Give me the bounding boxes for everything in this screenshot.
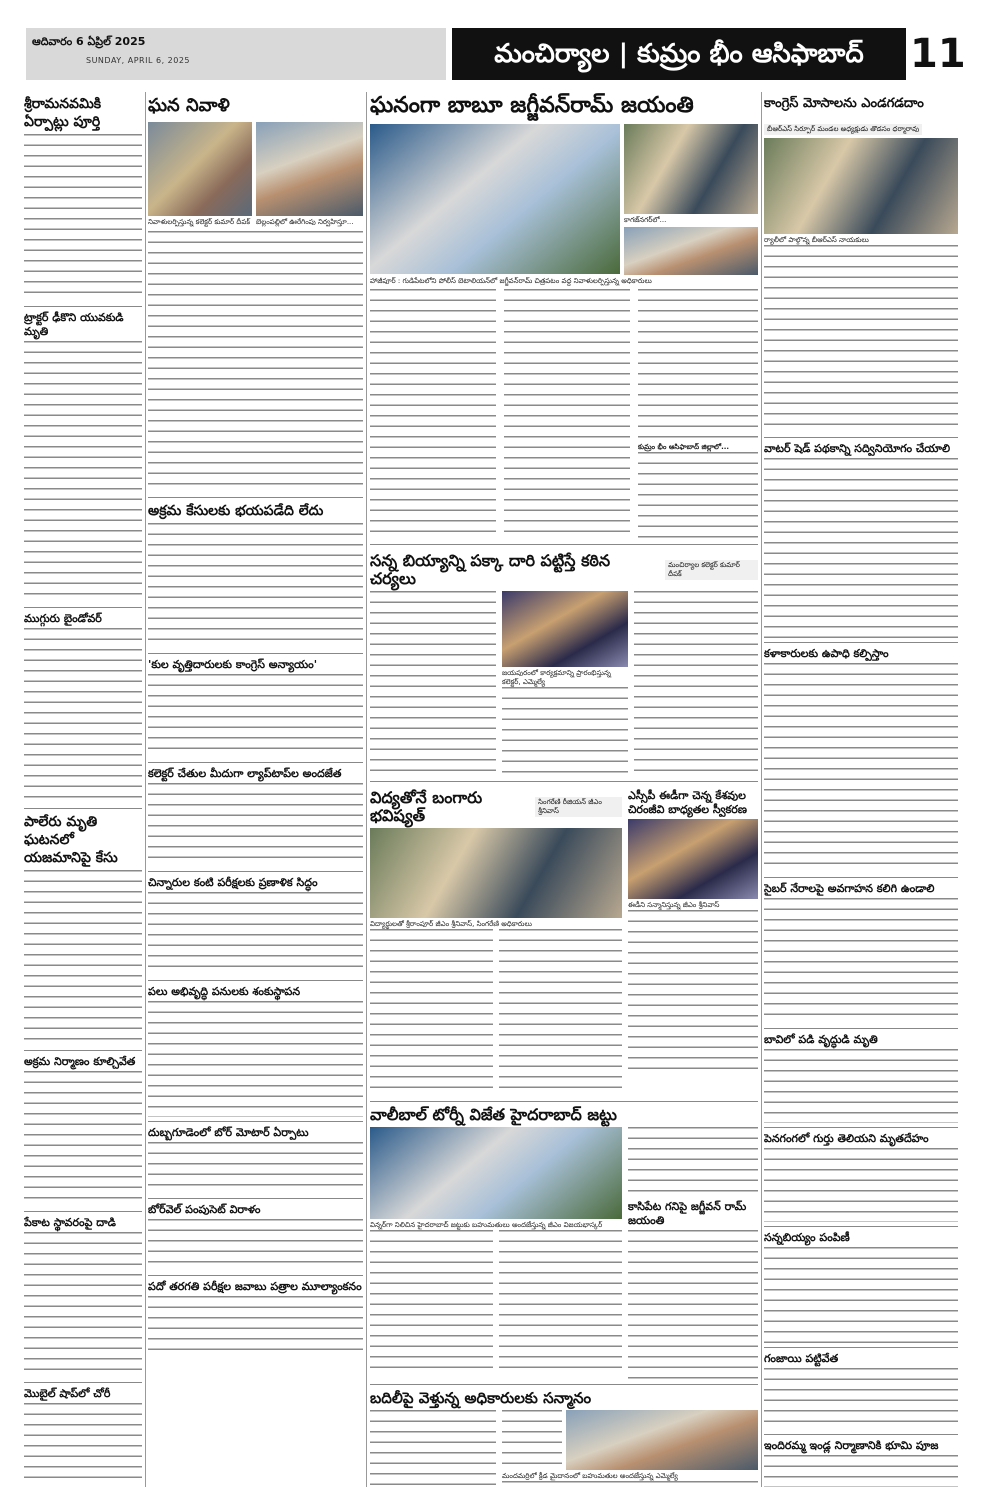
photo-caption: హాజీపూర్ : గుడిపేటలోని పోలీస్ బెటాలియన్‌లో జగ్జీవన్‌రామ్ చిత్రపటం వద్ద నివాళులర్పిస్తున్న అధికారులు (370, 277, 652, 285)
photo-caption: విద్యార్థులతో శ్రీరాంపూర్ జీఎం శ్రీనివాస్, సింగరేణి అధికారులు (370, 920, 532, 928)
byline-tag: మంచిర్యాల కలెక్టర్ కుమార్ దీపక్ (665, 560, 758, 580)
column-divider (761, 92, 762, 1487)
article-text (638, 289, 758, 441)
article-text (638, 452, 758, 540)
article-text (370, 929, 493, 1097)
article-text (24, 341, 142, 603)
news-photo (370, 828, 622, 918)
headline: ఎస్సీపీ ఈడీగా చెన్న కేశవుల చిరంజీవి బాధ్యతల స్వీకరణ (628, 789, 747, 816)
news-photo (148, 122, 252, 216)
article-text (24, 1403, 142, 1487)
news-photo (370, 124, 620, 274)
article-text (370, 1230, 493, 1370)
headline: ఇందిరమ్మ ఇండ్ల నిర్మాణానికి భూమి పూజ (764, 1439, 939, 1452)
headline: మొబైల్ షాప్‌లో చోరీ (24, 1387, 111, 1400)
headline: కాంగ్రెస్ మోసాలను ఎండగడదాం (764, 96, 924, 111)
headline: ట్రాక్టర్ ఢీకొని యువకుడి మృతి (24, 311, 124, 338)
article-text (764, 1148, 958, 1222)
article-text (764, 458, 958, 638)
article-text (148, 523, 363, 649)
date-band (26, 28, 446, 80)
article-text (370, 591, 496, 777)
subhead: కుమ్రం భీం ఆసిఫాబాద్ జిల్లాలో... (638, 443, 730, 451)
photo-caption: మందమర్రిలో క్రీడ మైదానంలో బహుమతుల అందజేస్తున్న ఎమ్మెల్యే (502, 1472, 678, 1480)
article-text (148, 231, 363, 493)
headline: పేకాట స్థావరంపై దాడి (24, 1216, 116, 1229)
article-text (24, 1232, 142, 1378)
article-text (370, 1410, 496, 1487)
article-text (764, 1368, 958, 1430)
article-text (148, 1001, 363, 1117)
article-text (764, 1049, 958, 1123)
article-text (764, 663, 958, 873)
headline: అక్రమ నిర్మాణం కూల్చివేత (24, 1055, 136, 1068)
article-text (24, 870, 142, 1046)
section-title: మంచిర్యాల | కుమ్రం భీం ఆసిఫాబాద్ (452, 28, 906, 80)
article-text (148, 1219, 363, 1271)
headline: పెనగంగలో గుర్తు తెలియని మృతదేహం (764, 1132, 929, 1145)
photo-caption: నివాళులర్పిస్తున్న కలెక్టర్ కుమార్ దీపక్ (148, 218, 250, 226)
byline-tag: బీఆర్ఎస్ సిర్పూర్ మండల అధ్యక్షుడు తొడసం ధర్మారావు (764, 124, 922, 135)
headline: పాలేరు మృతి ఘటనలో యజమానిపై కేసు (24, 814, 118, 866)
headline: పదో తరగతి పరీక్షల జవాబు పత్రాల మూల్యాంకనం (148, 1280, 362, 1293)
article-text (764, 245, 958, 433)
article-text (148, 783, 363, 867)
headline: సైబర్ నేరాలపై అవగాహన కలిగి ఉండాలి (764, 882, 935, 895)
article-text (148, 674, 363, 758)
column-1 (24, 92, 142, 1487)
article-text (148, 1296, 363, 1356)
article-text (634, 591, 758, 777)
headline: పలు అభివృద్ధి పనులకు శంకుస్థాపన (148, 985, 301, 998)
article-text (148, 1142, 363, 1194)
masthead (26, 28, 966, 80)
article-text (628, 1230, 758, 1380)
headline: బావిలో పడి వృద్ధుడి మృతి (764, 1033, 878, 1046)
article-text (24, 628, 142, 804)
article-text (499, 1230, 622, 1370)
headline: బోర్‌వెల్ పంపుసెట్ విరాళం (148, 1203, 261, 1216)
news-photo (628, 819, 758, 899)
headline: చిన్నారుల కంటి పరీక్షలకు ప్రణాళిక సిద్ధం (148, 876, 318, 889)
headline: బదిలీపై వెళ్తున్న అధికారులకు సన్మానం (370, 1389, 592, 1407)
article-text (502, 1410, 562, 1470)
article-text (504, 289, 630, 539)
headline: ఘన నివాళి (148, 95, 230, 116)
headline: కలెక్టర్ చేతుల మీదుగా ల్యాప్‌టాప్‌ల అందజేత (148, 767, 342, 780)
headline: కళాకారులకు ఉపాధి కల్పిస్తాం (764, 647, 889, 660)
photo-caption: బెల్లంపల్లిలో ఊరేగింపు నిర్వహిస్తూ... (256, 218, 354, 226)
news-photo (624, 124, 758, 214)
date-english: SUNDAY, APRIL 6, 2025 (86, 56, 191, 65)
date-telugu: ఆదివారం 6 ఏప్రిల్ 2025 (32, 35, 146, 48)
headline: సన్న బియ్యాన్ని పక్కా దారి పట్టిస్తే కఠిన చర్యలు (370, 551, 611, 588)
column-divider (145, 92, 146, 1487)
photo-caption: జయపురంలో కార్యక్రమాన్ని ప్రారంభిస్తున్న కలెక్టర్, ఎమ్మెల్యే (501, 669, 611, 686)
page-number: 11 (910, 31, 966, 77)
article-text (148, 892, 363, 976)
column-2 (148, 92, 363, 1487)
headline: వాలీబాల్ టోర్నీ విజేత హైదరాబాద్ జట్టు (370, 1105, 617, 1124)
column-3 (370, 92, 758, 1487)
photo-caption: కాగజ్‌నగర్‌లో... (624, 216, 667, 224)
news-photo (256, 122, 363, 216)
byline-tag: సింగరేణి రీజియన్ జీఎం శ్రీనివాస్ (535, 797, 622, 817)
column-4 (764, 92, 958, 1487)
article-text (628, 910, 758, 1078)
headline: గంజాయి పట్టివేత (764, 1352, 839, 1365)
headline: అక్రమ కేసులకు భయపడేది లేదు (148, 503, 324, 519)
headline: సన్నబియ్యం పంపిణీ (764, 1231, 850, 1244)
photo-caption: విన్నర్‌గా నిలిచిన హైదరాబాద్ జట్టుకు బహుమతులు అందజేస్తున్న జీఎం విజయభాస్కర్ (370, 1221, 603, 1229)
photo-caption: ర్యాలీలో పాల్గొన్న బీఆర్ఎస్ నాయకులు (764, 236, 869, 244)
article-text (628, 1127, 758, 1197)
article-text (502, 687, 628, 775)
headline: ఘనంగా బాబూ జగ్జీవన్‌రామ్ జయంతి (370, 93, 694, 118)
news-photo (566, 1410, 758, 1470)
photo-caption: ఈడీని సన్మానిస్తున్న జీఎం శ్రీనివాస్ (628, 901, 720, 909)
article-text (24, 1071, 142, 1207)
column-divider (366, 92, 367, 1487)
article-text (499, 929, 622, 1097)
headline: ముగ్గురు బైండోవర్ (24, 612, 102, 625)
headline: విద్యతోనే బంగారు భవిష్యత్ (370, 788, 483, 825)
article-text (502, 1481, 758, 1487)
article-text (764, 1455, 958, 1487)
news-photo (370, 1127, 622, 1219)
article-text (370, 289, 496, 539)
headline: కాసిపేట గనిపై జగ్జీవన్ రామ్ జయంతి (628, 1200, 747, 1227)
news-photo (502, 591, 628, 667)
article-text (764, 898, 958, 1024)
headline: దుబ్బగూడెంలో బోర్ మోటార్ ఏర్పాటు (148, 1126, 309, 1139)
news-photo (624, 227, 758, 275)
article-text (764, 1247, 958, 1343)
article-text (24, 134, 142, 302)
headline: 'కుల వృత్తిదారులకు కాంగ్రెస్ అన్యాయం' (148, 658, 318, 671)
headline: వాటర్ షెడ్ పథకాన్ని సద్వినియోగం చేయాలి (764, 442, 951, 455)
headline: శ్రీరామనవమికి ఏర్పాట్లు పూర్తి (24, 96, 102, 130)
news-photo (764, 138, 958, 234)
